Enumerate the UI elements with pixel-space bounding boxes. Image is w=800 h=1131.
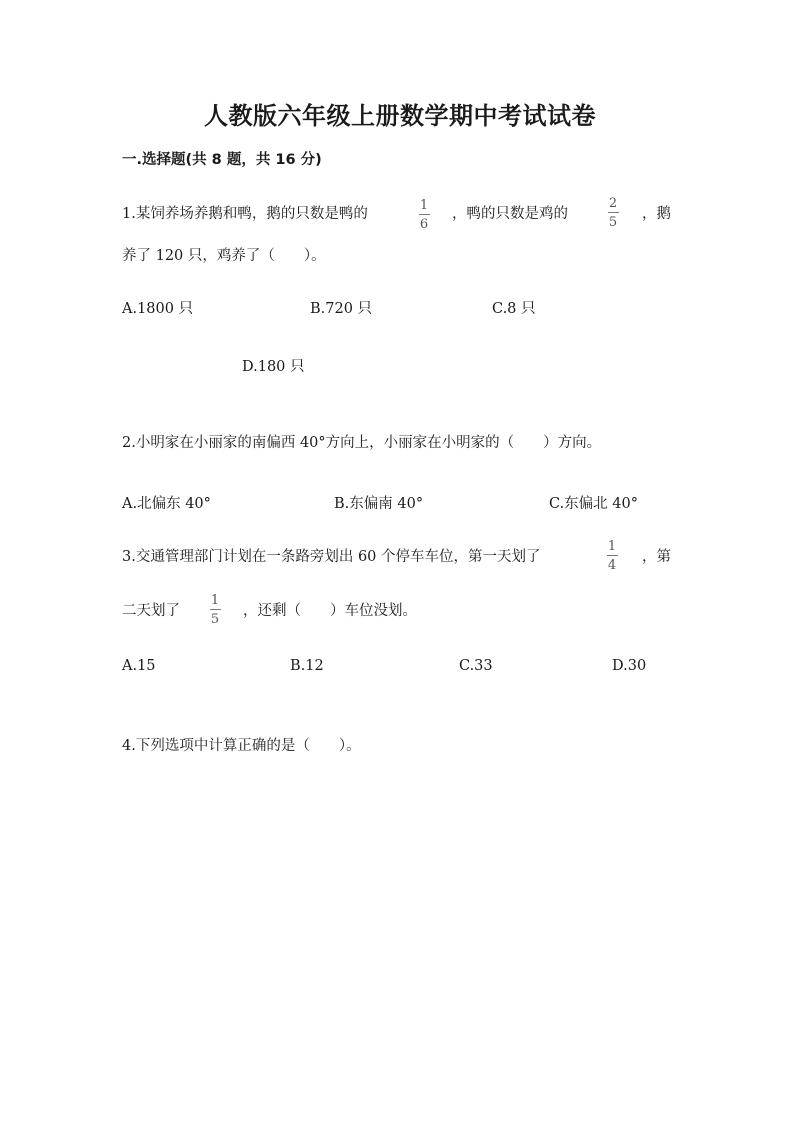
q4-text: 4.下列选项中计算正确的是（ ）。 (122, 738, 361, 754)
q1-text-part1: 1.某饲养场养鹅和鸭，鹅的只数是鸭的 (122, 206, 368, 222)
q3-fraction-2-numerator: 1 (210, 593, 220, 608)
q3-option-b: B.12 (290, 658, 324, 674)
q3-option-c: C.33 (459, 658, 493, 674)
q1-text-line2: 养了 120 只，鸡养了（ ）。 (122, 248, 326, 264)
q1-option-a: A.1800 只 (122, 301, 194, 317)
q1-fraction-1 (413, 199, 435, 231)
q1-fraction-1-numerator: 1 (419, 198, 429, 213)
q3-text-line2-part2: ，还剩（ ）车位没划。 (243, 603, 417, 619)
q3-option-d: D.30 (612, 658, 647, 674)
q2-option-c: C.东偏北 40° (549, 496, 638, 512)
q1-option-c: C.8 只 (492, 301, 536, 317)
q2-text: 2.小明家在小丽家的南偏西 40°方向上，小丽家在小明家的（ ）方向。 (122, 435, 602, 451)
q3-fraction-2-denominator: 5 (210, 612, 220, 627)
q3-fraction-2 (204, 594, 226, 626)
q3-text-part2: ，第 (642, 549, 671, 565)
q1-fraction-2 (602, 197, 624, 229)
q2-option-a: A.北偏东 40° (122, 496, 211, 512)
q1-option-b: B.720 只 (310, 301, 373, 317)
page-title: 人教版六年级上册数学期中考试试卷 (204, 102, 596, 130)
q1-fraction-2-numerator: 2 (608, 196, 618, 211)
q3-text-line2-part1: 二天划了 (122, 603, 180, 619)
q3-text-part1: 3.交通管理部门计划在一条路旁划出 60 个停车车位，第一天划了 (122, 549, 541, 565)
q3-option-a: A.15 (122, 658, 156, 674)
q3-fraction-1 (601, 540, 623, 572)
q1-text-part3: ，鹅 (642, 206, 671, 222)
q2-option-b: B.东偏南 40° (334, 496, 424, 512)
q1-fraction-2-denominator: 5 (608, 215, 618, 230)
q3-fraction-1-numerator: 1 (607, 539, 617, 554)
q1-fraction-1-denominator: 6 (419, 217, 429, 232)
section-heading: 一.选择题(共 8 题，共 16 分) (122, 152, 322, 168)
q1-option-d: D.180 只 (242, 359, 305, 375)
q1-text-part2: ，鸭的只数是鸡的 (452, 206, 568, 222)
q3-fraction-1-denominator: 4 (607, 558, 617, 573)
